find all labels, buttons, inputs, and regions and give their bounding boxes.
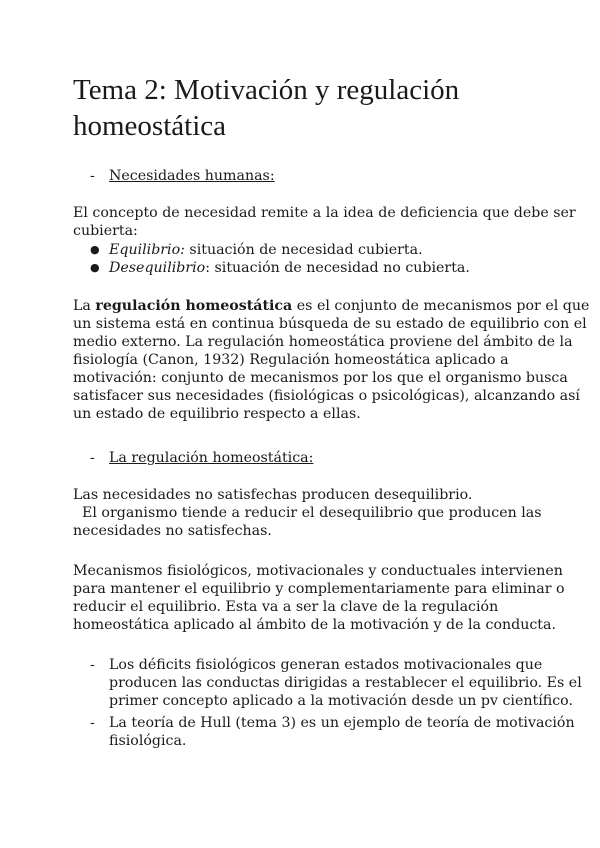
term-desequilibrio: Desequilibrio <box>109 260 206 276</box>
para2-line-2: un sistema está en continua búsqueda de su estado de equilibrio con el <box>73 316 587 332</box>
intro-line-1: El concepto de necesidad remite a la idea de deficiencia que debe ser <box>73 205 576 221</box>
hull-line-1: La teoría de Hull (tema 3) es un ejemplo de teoría de motivación <box>109 715 575 731</box>
bullet-icon: ● <box>90 243 100 256</box>
para2-rest: es el conjunto de mecanismos por el que <box>292 298 590 314</box>
para2-line-3: medio externo. La regulación homeostática proviene del ámbito de la <box>73 334 573 350</box>
para4-line-4: homeostática aplicado al ámbito de la motivación y de la conducta. <box>73 617 556 633</box>
para4-line-2: para mantener el equilibrio y complementariamente para eliminar o <box>73 581 565 597</box>
section-heading-text: La regulación homeostática: <box>109 450 314 466</box>
definition-desequilibrio: : situación de necesidad no cubierta. <box>205 260 470 276</box>
title-line-1: Tema 2: Motivación y regulación <box>73 74 460 106</box>
hull-line-2: fisiológica. <box>109 733 187 749</box>
para2-lead: La <box>73 298 96 314</box>
intro-paragraph <box>73 204 576 240</box>
para2-line-5: motivación: conjunto de mecanismos por los que el organismo busca <box>73 370 568 386</box>
bullet-icon: ● <box>90 261 100 274</box>
section-heading-text: Necesidades humanas: <box>109 168 275 184</box>
para3-line-2: El organismo tiende a reducir el desequilibrio que producen las <box>73 505 542 521</box>
dash-marker: - <box>90 657 95 673</box>
dash-marker: - <box>90 715 95 731</box>
para2-line-7: un estado de equilibrio respecto a ellas. <box>73 406 361 422</box>
para3-line-3: necesidades no satisfechas. <box>73 523 272 539</box>
term-equilibrio: Equilibrio: <box>109 242 185 258</box>
deficits-line-2: producen las conductas dirigidas a restablecer el equilibrio. Es el <box>109 675 582 691</box>
para2-line-4: fisiología (Canon, 1932) Regulación homeostática aplicado a <box>73 352 509 368</box>
bold-term: regulación homeostática <box>95 298 293 314</box>
definition-equilibrio: situación de necesidad cubierta. <box>184 242 423 258</box>
regulation-paragraph <box>73 297 590 423</box>
title-line-2: homeostática <box>73 110 227 142</box>
desequilibrio-paragraph <box>73 486 543 540</box>
dash-marker: - <box>90 450 95 466</box>
intro-line-2: cubierta: <box>73 223 138 239</box>
para3-line-1: Las necesidades no satisfechas producen desequilibrio. <box>73 487 473 503</box>
deficits-line-1: Los déficits fisiológicos generan estados motivacionales que <box>109 657 543 673</box>
para4-line-3: reducir el equilibrio. Esta va a ser la clave de la regulación <box>73 599 499 615</box>
dash-marker: - <box>90 168 95 184</box>
deficits-line-3: primer concepto aplicado a la motivación desde un pv científico. <box>109 693 573 709</box>
mecanismos-paragraph <box>73 562 565 634</box>
page-title <box>73 72 543 144</box>
para4-line-1: Mecanismos fisiológicos, motivacionales y conductuales intervienen <box>73 563 563 579</box>
para2-line-6: satisfacer sus necesidades (fisiológicas o psicológicas), alcanzando así <box>73 388 580 404</box>
